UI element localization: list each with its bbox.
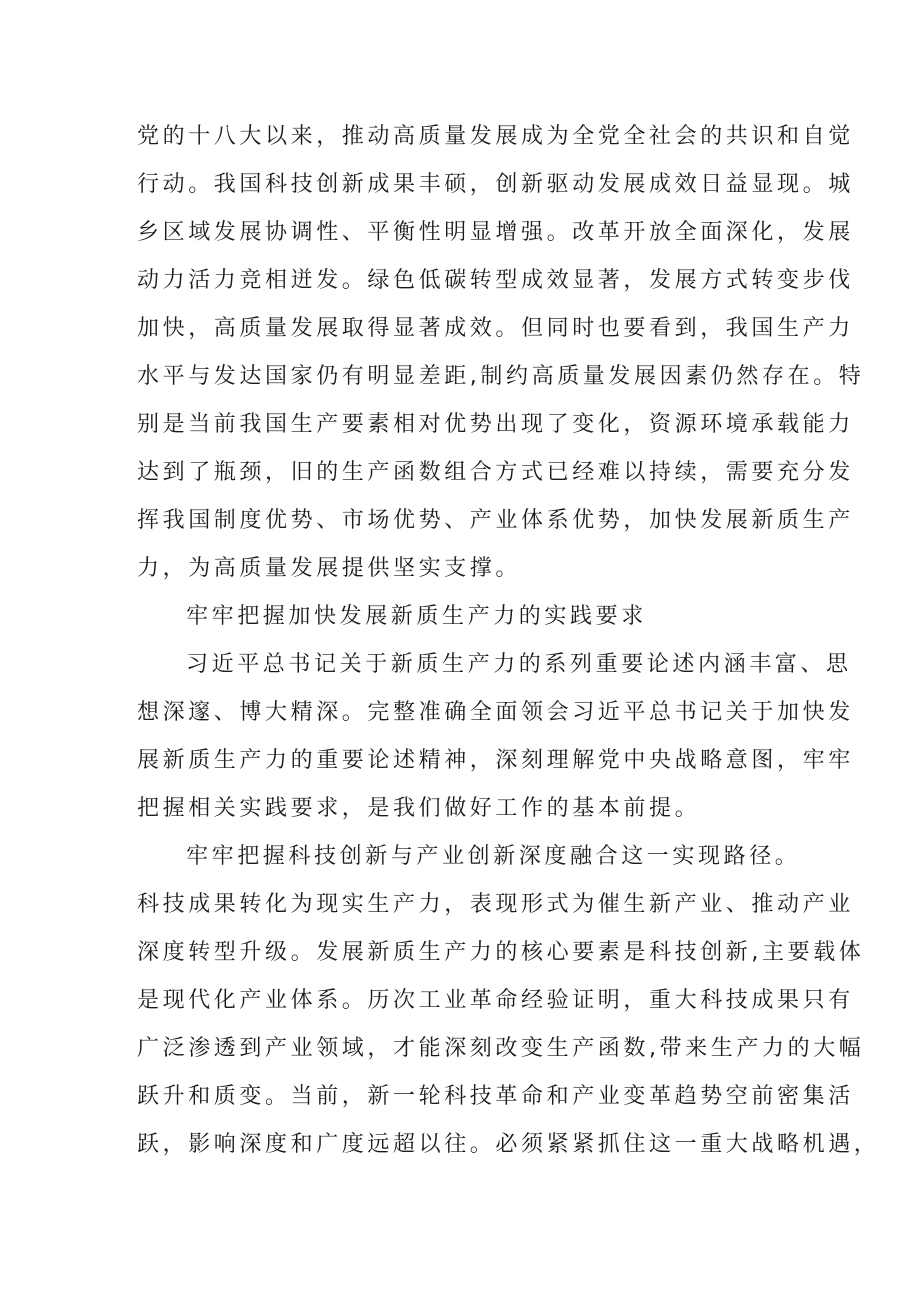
text-line: 行动。我国科技创新成果丰硕，创新驱动发展成效日益显现。城: [137, 172, 854, 197]
text-line: 深度转型升级。发展新质生产力的核心要素是科技创新,主要载体: [137, 940, 865, 965]
text-line: 习近平总书记关于新质生产力的系列重要论述内涵丰富、思: [186, 652, 852, 677]
text-line: 广泛渗透到产业领域，才能深刻改变生产函数,带来生产力的大幅: [137, 1036, 865, 1061]
text-line: 水平与发达国家仍有明显差距,制约高质量发展因素仍然存在。特: [137, 364, 865, 389]
text-line: 达到了瓶颈，旧的生产函数组合方式已经难以持续，需要充分发: [137, 460, 854, 485]
text-line: 想深邃、博大精深。完整准确全面领会习近平总书记关于加快发: [137, 700, 854, 725]
text-line: 力，为高质量发展提供坚实支撑。: [137, 556, 522, 581]
text-line: 乡区域发展协调性、平衡性明显增强。改革开放全面深化，发展: [137, 220, 854, 245]
text-line: 科技成果转化为现实生产力，表现形式为催生新产业、推动产业: [137, 892, 854, 917]
text-line: 跃升和质变。当前，新一轮科技革命和产业变革趋势空前密集活: [137, 1084, 854, 1109]
text-line: 把握相关实践要求，是我们做好工作的基本前提。: [137, 796, 701, 821]
text-line: 动力活力竞相迸发。绿色低碳转型成效显著，发展方式转变步伐: [137, 268, 854, 293]
section-heading: 牢牢把握加快发展新质生产力的实践要求: [186, 604, 647, 629]
text-line: 加快，高质量发展取得显著成效。但同时也要看到，我国生产力: [137, 316, 854, 341]
text-line: 挥我国制度优势、市场优势、产业体系优势，加快发展新质生产: [137, 508, 854, 533]
text-line: 是现代化产业体系。历次工业革命经验证明，重大科技成果只有: [137, 988, 854, 1013]
text-line: 展新质生产力的重要论述精神，深刻理解党中央战略意图，牢牢: [137, 748, 854, 773]
text-line: 党的十八大以来，推动高质量发展成为全党全社会的共识和自觉: [137, 124, 854, 149]
subsection-heading: 牢牢把握科技创新与产业创新深度融合这一实现路径。: [186, 844, 801, 869]
text-line: 跃，影响深度和广度远超以往。必须紧紧抓住这一重大战略机遇，: [137, 1132, 880, 1157]
text-line: 别是当前我国生产要素相对优势出现了变化，资源环境承载能力: [137, 412, 854, 437]
